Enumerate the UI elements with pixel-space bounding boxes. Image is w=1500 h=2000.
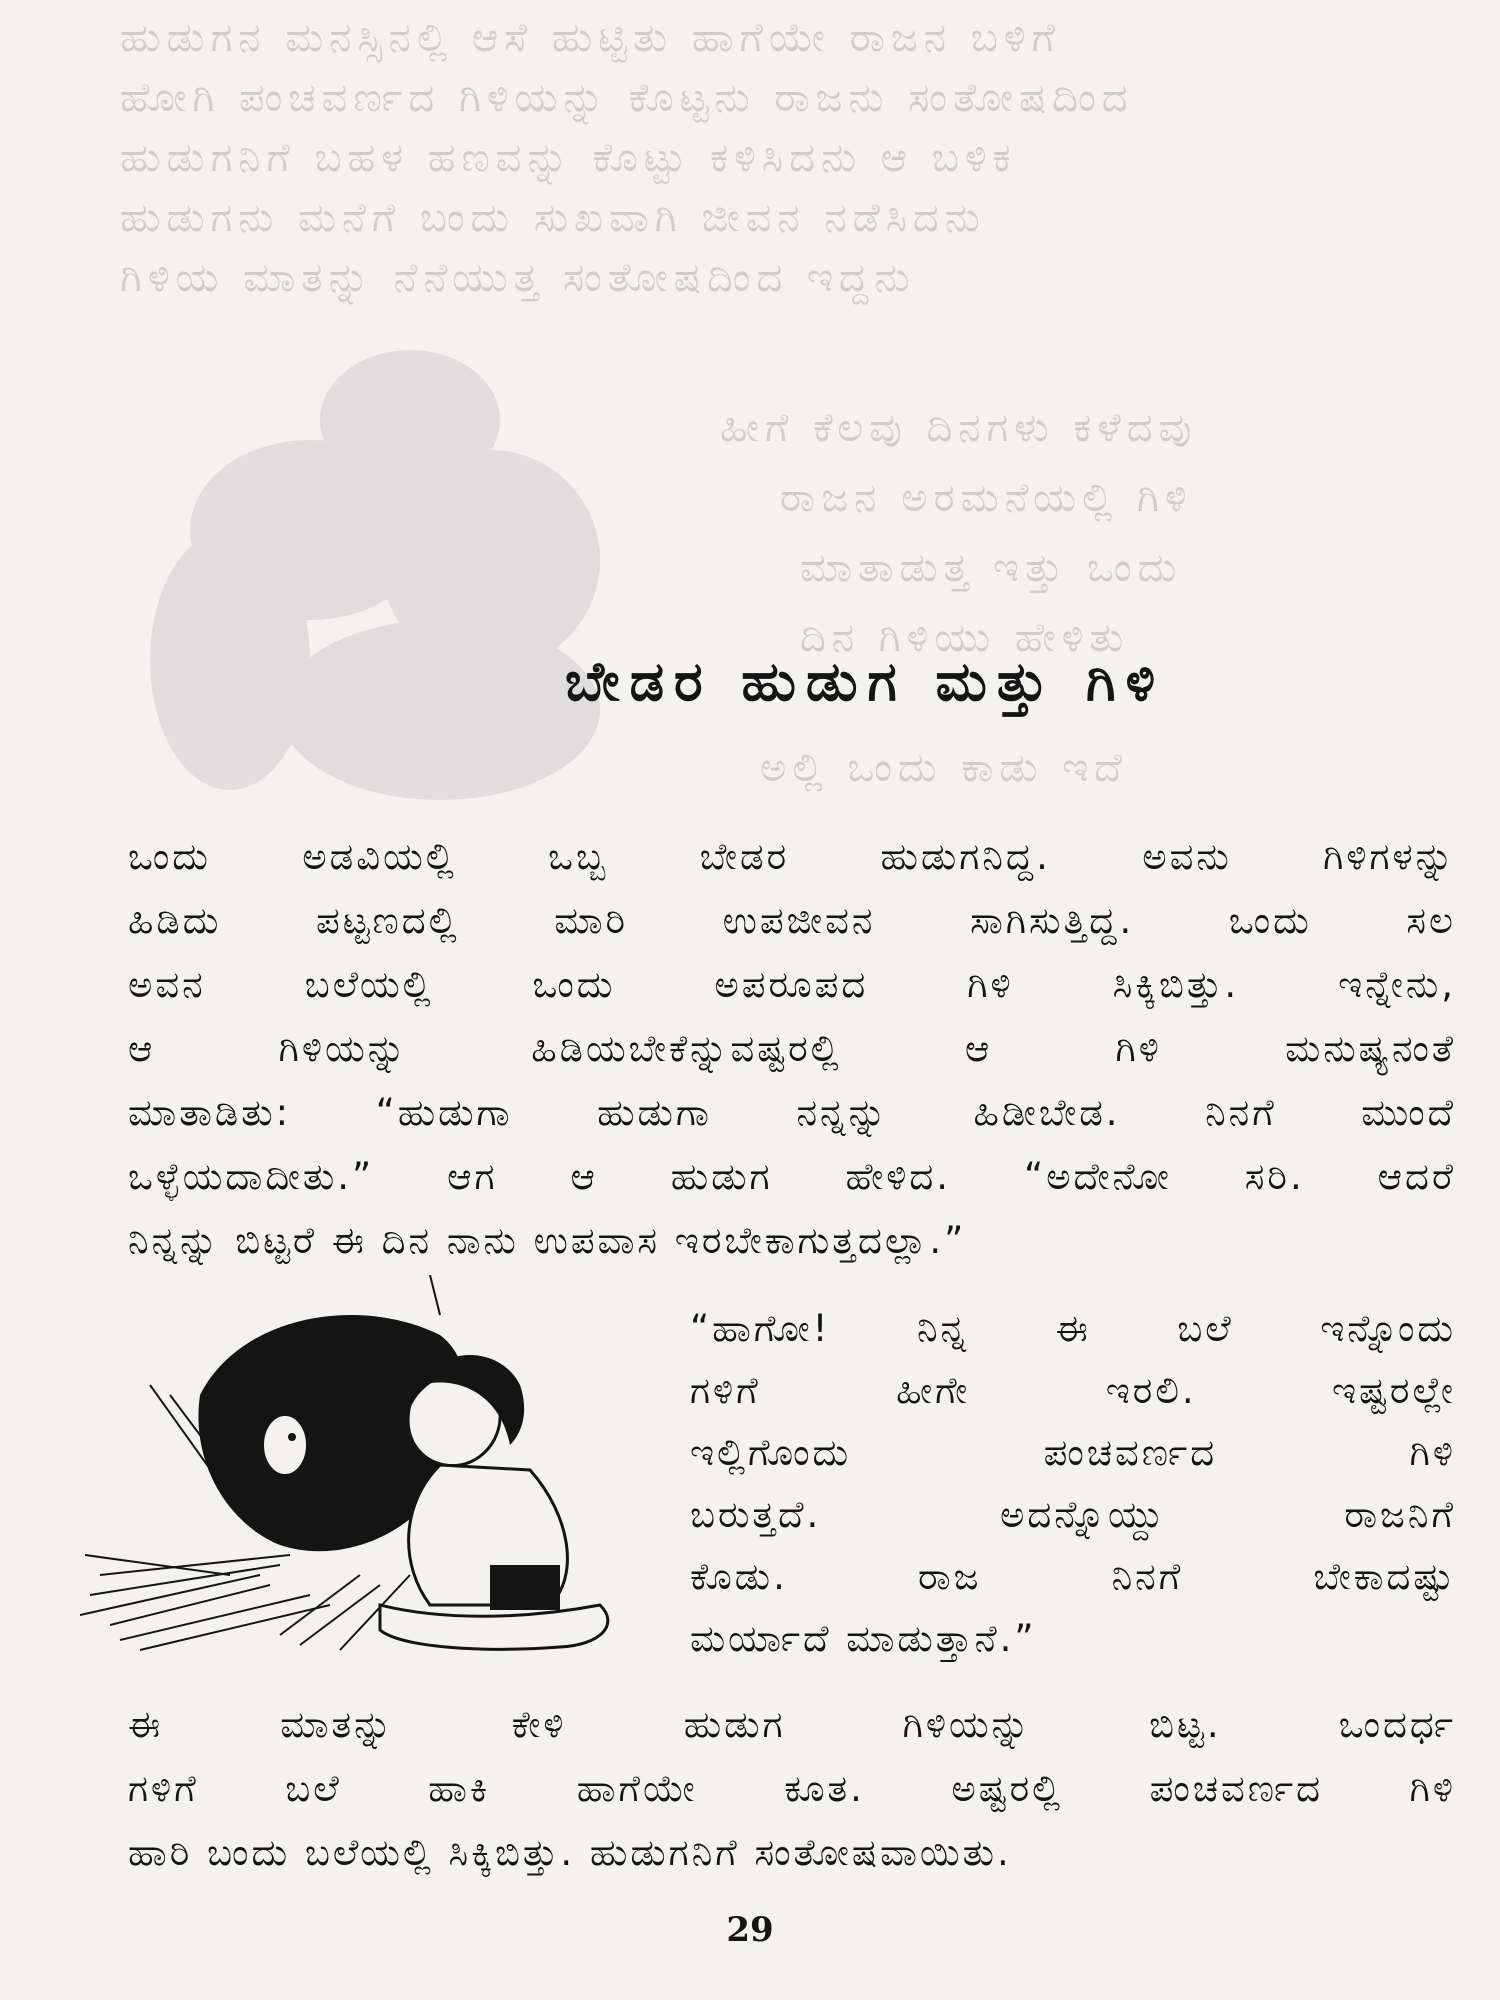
hunter-boy-illustration: [80, 1275, 680, 1655]
text-line: ಮರ್ಯಾದೆ ಮಾಡುತ್ತಾನೆ.”: [690, 1617, 1037, 1660]
page-number: 29: [726, 1910, 774, 1950]
text-line: ಅವನ ಬಲೆಯಲ್ಲಿ ಒಂದು ಅಪರೂಪದ ಗಿಳಿ ಸಿಕ್ಕಿಬಿತ್ತು. ಇನ್ನೇನು,: [128, 963, 1456, 1006]
story-title: ಬೇಡರ ಹುಡುಗ ಮತ್ತು ಗಿಳಿ: [564, 650, 1166, 713]
text-line: ಹಿಡಿದು ಪಟ್ಟಣದಲ್ಲಿ ಮಾರಿ ಉಪಜೀವನ ಸಾಗಿಸುತ್ತಿದ್ದ. ಒಂದು ಸಲ: [128, 899, 1456, 942]
text-line: ಮಾತಾಡಿತು: “ಹುಡುಗಾ ಹುಡುಗಾ ನನ್ನನ್ನು ಹಿಡೀಬೇಡ. ನಿನಗೆ ಮುಂದೆ: [128, 1091, 1456, 1134]
text-line: ಗಳಿಗೆ ಹೀಗೇ ಇರಲಿ. ಇಷ್ಟರಲ್ಲೇ: [690, 1369, 1456, 1412]
text-line: ಈ ಮಾತನ್ನು ಕೇಳಿ ಹುಡುಗ ಗಿಳಿಯನ್ನು ಬಿಟ್ಟ. ಒಂದರ್ಧ: [128, 1703, 1456, 1746]
show-through-illustration: [110, 330, 730, 830]
text-line: ಇಲ್ಲಿಗೊಂದು ಪಂಚವರ್ಣದ ಗಿಳಿ: [690, 1431, 1456, 1474]
text-line: ಆ ಗಿಳಿಯನ್ನು ಹಿಡಿಯಬೇಕೆನ್ನುವಷ್ಟರಲ್ಲಿ ಆ ಗಿಳಿ ಮನುಷ್ಯನಂತೆ: [128, 1027, 1456, 1070]
text-line: ಒಳ್ಳೆಯದಾದೀತು.” ಆಗ ಆ ಹುಡುಗ ಹೇಳಿದ. “ಅದೇನೋ ಸರಿ. ಆದರೆ: [128, 1155, 1456, 1198]
text-line: “ಹಾಗೋ! ನಿನ್ನ ಈ ಬಲೆ ಇನ್ನೊಂದು: [690, 1307, 1456, 1350]
paragraph-3: [128, 1693, 1456, 1885]
text-line: ನಿನ್ನನ್ನು ಬಿಟ್ಟರೆ ಈ ದಿನ ನಾನು ಉಪವಾಸ ಇರಬೇಕಾಗುತ್ತದಲ್ಲಾ.”: [128, 1219, 967, 1262]
paragraph-2: [690, 1298, 1456, 1670]
text-line: ಬರುತ್ತದೆ. ಅದನ್ನೊಯ್ದು ರಾಜನಿಗೆ: [690, 1493, 1456, 1536]
text-line: ಗಳಿಗೆ ಬಲೆ ಹಾಕಿ ಹಾಗೆಯೇ ಕೂತ. ಅಷ್ಟರಲ್ಲಿ ಪಂಚವರ್ಣದ ಗಿಳಿ: [128, 1767, 1456, 1810]
text-line: ಒಂದು ಅಡವಿಯಲ್ಲಿ ಒಬ್ಬ ಬೇಡರ ಹುಡುಗನಿದ್ದ. ಅವನು ಗಿಳಿಗಳನ್ನು: [128, 835, 1456, 878]
paragraph-1: [128, 825, 1456, 1273]
text-line: ಹಾರಿ ಬಂದು ಬಲೆಯಲ್ಲಿ ಸಿಕ್ಕಿಬಿತ್ತು. ಹುಡುಗನಿಗೆ ಸಂತೋಷವಾಯಿತು.: [128, 1831, 1012, 1874]
text-line: ಕೊಡು. ರಾಜ ನಿನಗೆ ಬೇಕಾದಷ್ಟು: [690, 1555, 1456, 1598]
